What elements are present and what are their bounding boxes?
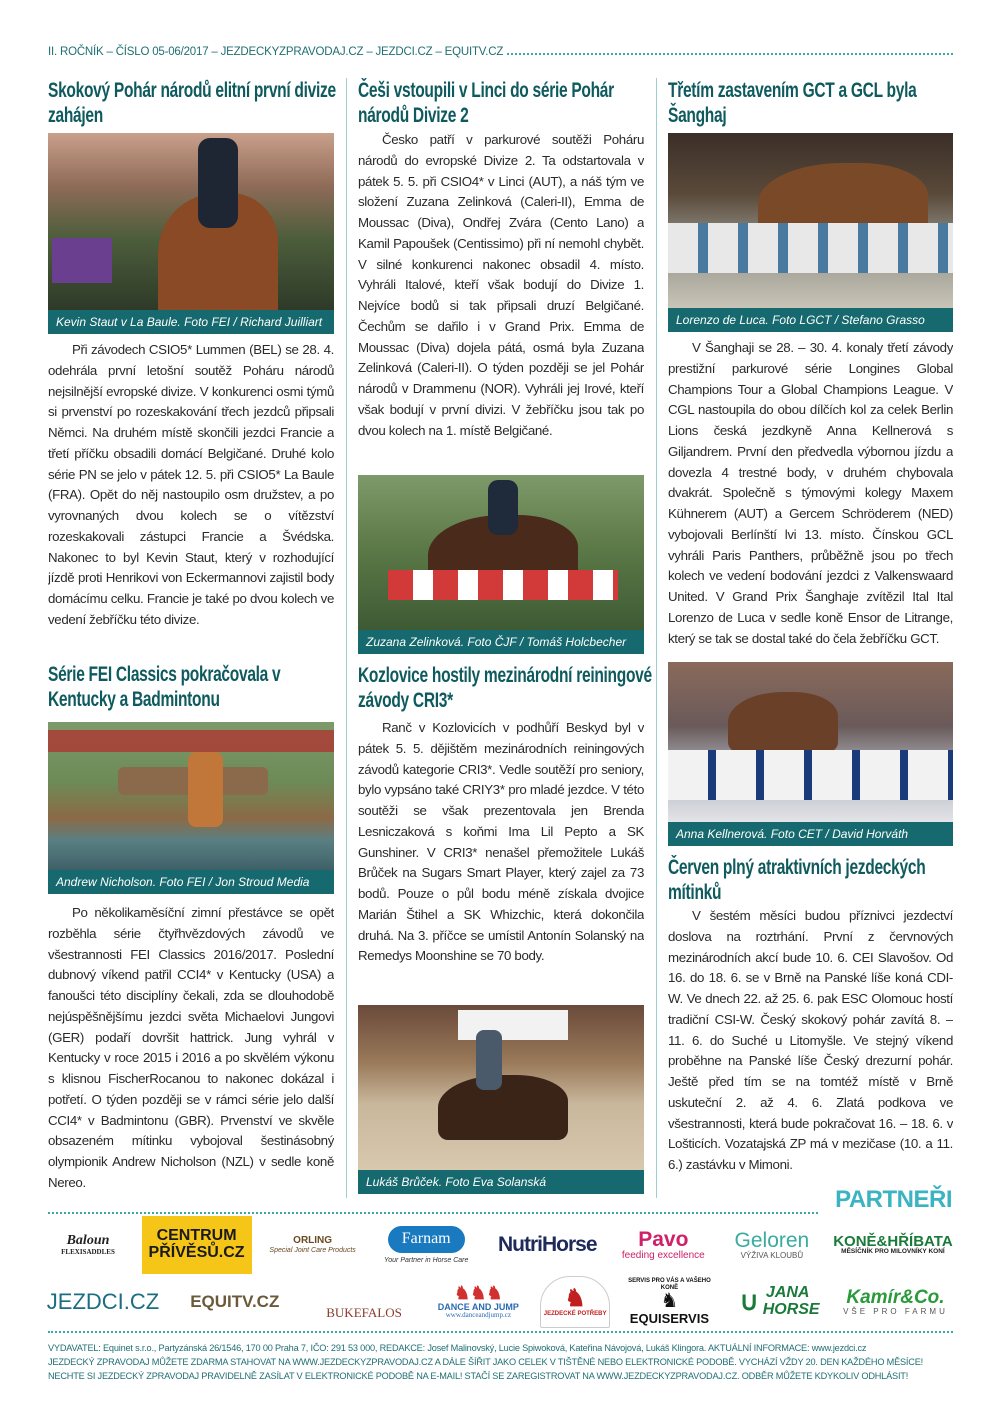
partner-logo-orling[interactable]: ORLING Special Joint Care Products (269, 1235, 356, 1254)
partner-logo-pavo[interactable]: Pavo feeding excellence (621, 1227, 705, 1261)
partners-title: PARTNEŘI (835, 1186, 952, 1213)
article-body: V šestém měsíci budou příznivci jezdectví doslova na roztrhání. První z červnových mezinárodních akcí bude 10. 6. CEI Slavošov. Od 16. do 18. 6. se v Brně na Panské líše koná CDI-W. Ve dnech 22. až 25. 6. pak ESC Olomouc hostí tradiční CSI-W. Český skokový pohár zavítá 8. – 11. 6. do Suché u Litomyšle. Ve stejný víkend proběhne na Panské líše Český drezurní pohár. Ještě před tím se na tomtéž místě v Brně uskuteční 2. až 4. 6. Zlatá podkova ve všestrannosti, která bude pokračovat 16. – 18. 6. v Lošticích. Vozatajská ZP má v mezičase (10. a 11. 6.) zastávku v Mimoni. (668, 908, 953, 1172)
footer-line-subscribe: NECHTE SI JEZDECKÝ ZPRAVODAJ PRAVIDELNĚ ZASÍLAT V ELEKTRONICKÉ PODOBĚ NA E-MAIL! STAČÍ SE ZAREGISTROVAT NA WWW.JEZDECKYZPRAVODAJ.CZ. ODBĚR MŮŽETE KDYKOLIV ODHLÁSIT! (48, 1371, 909, 1381)
footer-line-publisher: VYDAVATEL: Equinet s.r.o., Partyzánská 26/1546, 170 00 Praha 7, IČO: 291 53 000, REDAKCE: Josef Malinovský, Lucie Spiwoková, Kateřina Návojová, Lukáš Klingora. AKTUÁLNÍ INFORMACE: www.jezdci.cz (48, 1343, 867, 1353)
photo-kevin-staut (48, 133, 334, 310)
photo-caption: Anna Kellnerová. Foto CET / David Horváth (668, 822, 953, 846)
issue-header-text: II. ROČNÍK – ČÍSLO 05-06/2017 – JEZDECKYZPRAVODAJ.CZ – JEZDCI.CZ – EQUITV.CZ (48, 46, 504, 58)
horse-shape (188, 752, 223, 827)
partner-logo-nutrihorse[interactable]: NutriHorse (497, 1232, 597, 1256)
photo-zuzana-zelinkova (358, 475, 644, 630)
partner-logo-geloren[interactable]: Geloren VÝŽIVA KLOUBŮ (734, 1228, 810, 1260)
article-title: Červen plný atraktivních jezdeckých mítinků (668, 856, 926, 904)
photo-caption: Andrew Nicholson. Foto FEI / Jon Stroud Media (48, 870, 334, 894)
partner-logo-jezdci[interactable]: JEZDCI.CZ (46, 1289, 160, 1315)
partner-logo-baloun[interactable]: Baloun FLEXISADDLES (61, 1232, 115, 1256)
horse-head-icon: ♞ (564, 1285, 586, 1313)
photo-anna-kellnerova (668, 662, 953, 822)
sponsor-banner-shape (458, 1010, 568, 1040)
column-divider (656, 78, 657, 1198)
article-body: Česko patří v parkurové soutěži Poháru národů do evropské Divize 2. Ta odstartovala v pátek 5. 5. při CSIO4* v Linci (AUT), a náš tým ve složení Zuzana Zelinková (Caleri-II), Emma de Moussac (Diva), Ondřej Zvára (Cento Lano) a Kamil Papoušek (Centissimo) při ní nemohl chybět. V silné konkurenci nakonec obsadil 4. místo. Vyhráli Italové, kteří však bodují do Divize 1. Nejvíce bodů si tak připsali druzí Belgičané. Čechům se dařilo i v Grand Prix. Emma de Moussac (Diva) dojela pátá, osmá byla Zuzana Zelinková (Caleri-II). O týden později se jel Pohár národů v Drammenu (NOR). Vyhráli jej Irové, kteří však bodují v první divizi. V žebříčku jsou tak po dvou kolech na 1. místě Belgičané. (358, 132, 644, 438)
partner-logos-row-1 (48, 1216, 953, 1274)
partner-logo-farnam[interactable]: Farnam Your Partner in Horse Care (374, 1216, 479, 1274)
photo-lorenzo-de-luca (668, 133, 953, 308)
publisher-footer (48, 1341, 953, 1383)
partner-logo-equiservis[interactable]: SERVIS PRO VÁS A VAŠEHO KONĚ ♞ EQUISERVIS (628, 1278, 711, 1326)
column-divider (346, 78, 347, 1198)
article-body: V Šanghaji se 28. – 30. 4. konaly třetí závody prestižní parkurové série Longines Global Champions Tour a Global Champions League. V CGL nastoupila do obou dílčích kol za celek Berlin Lions česká jezdkyně Anna Kellnerová s Giljandrem. První den předvedla výbornou jízdu a dovezla 4 trestné body, v druhém chybovala dvakrát. Společně s týmovými kolegy Maxem Kühnerem (AUT) a Gercem Schröderem (NED) vybojovali Berlínští lvi 13. místo. Čínskou GCL vyhráli Paris Panthers, průběžně jsou po třech kolech ve vedení bodování jezdci z Valkenswaard United. V Grand Prix Šanghaje zvítězil Ital Ital Lorenzo de Luca v sedle koně Ensor de Litrange, který se tak se dostal také do čela žebříčku GCT. (668, 340, 953, 646)
photo-lukas-brucek (358, 1005, 644, 1170)
partner-logo-kone-a-hribata[interactable]: KONĚ&HŘÍBATA MĚSÍČNÍK PRO MILOVNÍKY KONÍ (833, 1232, 953, 1256)
article-title: Skokový Pohár národů elitní první divize zahájen (48, 79, 336, 127)
banner-shape (52, 238, 112, 283)
header-dotted-rule (507, 53, 953, 55)
horses-icon: ♞♞♞ (454, 1283, 503, 1304)
rider-shape (198, 138, 238, 228)
partner-logo-kamir[interactable]: Kamír&Co. VŠE PRO FARMU (843, 1286, 948, 1316)
partner-logo-centrum-privesu[interactable]: CENTRUM PŘÍVĚSŮ.CZ (142, 1216, 252, 1274)
article-body: Ranč v Kozlovicích v podhůří Beskyd byl v pátek 5. 5. dějištěm mezinárodních reiningových závodů kategorie CRI3*. Vedle soutěží pro seniory, bylo vypsáno také CRIY3* pro mladé jezdce. V této soutěži se však prezentovala jen Brenda Lesniczaková s koňmi Ima Lil Pepto a SK Gunshiner. V CRI3* nenašel přemožitele Lukáš Brůček na Sugars Smart Player, který zajel za 73 bodů. Pouze o půl bodu méně získala dvojice Marián Štihel a SK Whizchic, která dokončila druhá. Na 3. příčce se umístil Antonín Solanský na Remedys Moonshine se 70 body. (358, 720, 644, 964)
photo-andrew-nicholson (48, 722, 334, 870)
photo-caption: Zuzana Zelinková. Foto ČJF / Tomáš Holcbecher (358, 630, 644, 654)
horse-shape (728, 692, 838, 752)
partner-logo-bukefalos[interactable]: BUKEFALOS (326, 1305, 402, 1321)
fence-shape (388, 570, 618, 600)
partner-logos-row-2 (48, 1276, 953, 1328)
dotted-rule (48, 1331, 953, 1333)
article-title: Třetím zastavením GCT a GCL byla Šanghaj (668, 79, 917, 127)
article-body: Po několikaměsíční zimní přestávce se opět rozběhla série čtyřhvězdových závodů ve všestrannosti FEI Classics 2016/2017. Poslední dubnový víkend patřil CCI4* v Kentucky (USA) a fanoušci této disciplíny čekali, zda se dlouhodobě nejúspěšnějšímu jezdci světa Michaelovi Jungovi (GER) podaří dovršit hattrick. Jung vyhrál v Kentucky v roce 2015 i 2016 a po skvělém výkonu s klisnou FischerRocanou to nakonec dokázal i potřetí. O týden později se v rámci série jelo další CCI4* v Badmintonu (GBR). Prvenství ve skvěle obsazeném mítinku vybojoval šestinásobný olympionik Andrew Nicholson (NZL) v sedle koně Nereo. (48, 905, 334, 1190)
horseshoe-icon: ∪ (739, 1286, 759, 1317)
partner-logo-jana-horse[interactable]: ∪ JANA HORSE (739, 1284, 820, 1318)
horse-shape (438, 1075, 568, 1140)
photo-caption: Lorenzo de Luca. Foto LGCT / Stefano Grasso (668, 308, 953, 332)
footer-line-download: JEZDECKÝ ZPRAVODAJ MŮŽETE ZDARMA STAHOVAT NA WWW.JEZDECKYZPRAVODAJ.CZ A DÁLE ŠÍŘIT JAKO CELEK V TIŠTĚNÉ NEBO ELEKTRONICKÉ PODOBĚ. VYCHÁZÍ VŽDY 20. DEN KAŽDÉHO MĚSÍCE! (48, 1357, 923, 1367)
fence-shape (668, 223, 953, 273)
partner-logo-dance-and-jump[interactable]: ♞♞♞ DANCE AND JUMP www.danceandjump.cz (437, 1283, 519, 1320)
article-body: Při závodech CSIO5* Lummen (BEL) se 28. 4. odehrála první letošní soutěž Poháru národů nejsilnější evropské divize. V konkurenci osmi týmů si prvenství po rozeskakování třech jezdců připsali Němci. Na druhém místě skončili jezdci Francie a třetí příčku obsadili domácí Belgičané. Druhé kolo série PN se jelo v pátek 12. 5. při CSIO5* La Baule (FRA). Opět do něj nastoupilo osm družstev, a po vyrovnaných dvou kolech se o vítězství rozeskakovali zástupci Francie a Švédska. Nakonec to byl Kevin Staut, který v rozhodující jízdě proti Henrikovi von Eckermannovi zajistil body domácímu celku. Francie je také po dvou kolech ve vedení žebříčku této divize. (48, 342, 334, 627)
article-title: Češi vstoupili v Linci do série Pohár národů Divize 2 (358, 79, 614, 127)
horse-head-icon: ♞ (660, 1289, 679, 1312)
photo-caption: Kevin Staut v La Baule. Foto FEI / Richard Juilliart (48, 310, 334, 334)
partner-logo-jezdecke-potreby[interactable]: ♞ JEZDECKÉ POTŘEBY (540, 1276, 610, 1328)
article-title: Kozlovice hostily mezinárodní reiningové závody CRI3* (358, 664, 652, 712)
photo-caption: Lukáš Brůček. Foto Eva Solanská (358, 1170, 644, 1194)
fence-shape (668, 750, 953, 800)
dotted-rule (48, 1212, 818, 1214)
issue-header (48, 46, 953, 58)
article-title: Série FEI Classics pokračovala v Kentucky a Badmintonu (48, 663, 281, 711)
rider-shape (488, 480, 518, 535)
cars-shape (48, 730, 334, 752)
partner-logo-equitv[interactable]: EQUITV.CZ (190, 1292, 280, 1312)
rider-shape (476, 1030, 502, 1090)
